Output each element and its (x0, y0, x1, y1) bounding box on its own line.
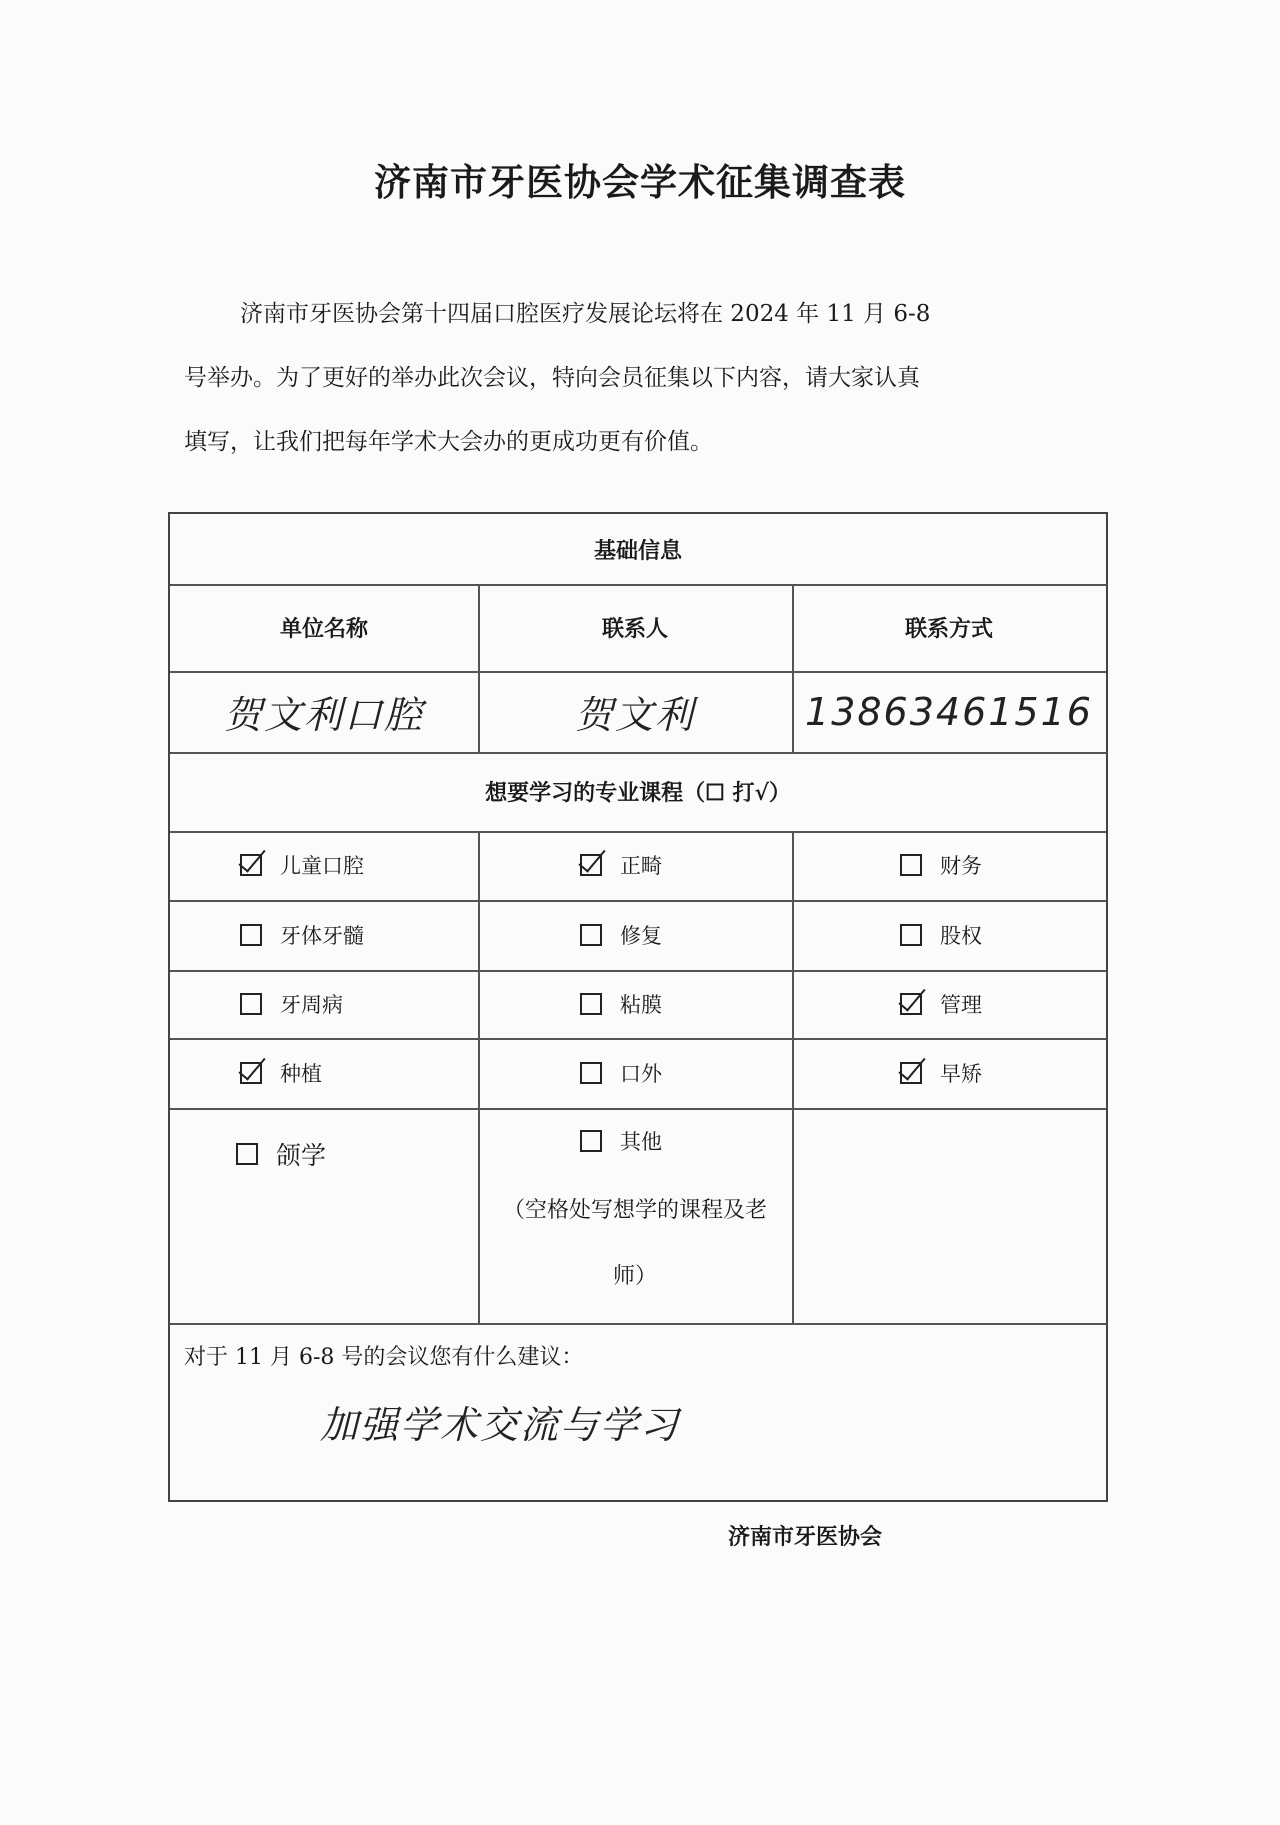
course-option[interactable] (900, 1058, 982, 1088)
course-label: 种植 (280, 1062, 322, 1086)
checkbox[interactable] (900, 924, 922, 946)
course-option[interactable] (240, 850, 364, 880)
header-contact: 联系人 (601, 616, 668, 642)
checkbox-checked[interactable] (240, 1062, 262, 1084)
form-title: 济南市牙医协会学术征集调查表 (374, 160, 906, 204)
checkbox[interactable] (240, 993, 262, 1015)
checkbox-checked[interactable] (580, 854, 602, 876)
checkbox[interactable] (580, 1130, 602, 1152)
course-label: 其他 (620, 1130, 662, 1154)
course-option[interactable] (900, 989, 982, 1019)
header-unit-name: 单位名称 (279, 616, 368, 642)
course-option[interactable] (580, 989, 662, 1019)
intro-line: 济南市牙医协会第十四届口腔医疗发展论坛将在 2024 年 11 月 6-8 (240, 301, 931, 327)
course-label: 财务 (940, 854, 982, 878)
intro-paragraph (184, 282, 1044, 474)
suggestion-field[interactable]: 加强学术交流与学习 (320, 1403, 681, 1447)
header-phone: 联系方式 (904, 616, 993, 642)
phone-field[interactable]: 13863461516 (805, 689, 1093, 734)
course-option[interactable] (580, 920, 662, 950)
course-label: 正畸 (620, 854, 662, 878)
course-option[interactable] (240, 920, 364, 950)
courses-heading: 想要学习的专业课程（☐ 打√） (485, 780, 791, 806)
course-option[interactable] (240, 1058, 322, 1088)
checkbox-checked[interactable] (900, 993, 922, 1015)
course-label: 修复 (620, 924, 662, 948)
course-option[interactable] (580, 850, 662, 880)
course-label: 口外 (620, 1062, 662, 1086)
survey-table (168, 512, 1108, 1502)
course-label: 牙周病 (280, 993, 343, 1017)
course-label: 儿童口腔 (280, 854, 364, 878)
intro-line: 号举办。为了更好的举办此次会议，特向会员征集以下内容，请大家认真 (184, 365, 920, 391)
course-option[interactable] (580, 1058, 662, 1088)
contact-field[interactable]: 贺文利 (574, 693, 695, 737)
other-note: （空格处写想学的课程及老师） (502, 1198, 767, 1289)
unit-name-field[interactable]: 贺文利口腔 (223, 693, 424, 737)
course-option[interactable] (580, 1126, 662, 1156)
course-label: 颌学 (276, 1141, 327, 1170)
course-option[interactable] (240, 989, 343, 1019)
basic-info-heading: 基础信息 (593, 537, 682, 564)
checkbox[interactable] (580, 924, 602, 946)
checkbox-checked[interactable] (900, 1062, 922, 1084)
course-label: 牙体牙髓 (280, 924, 364, 948)
course-label: 早矫 (940, 1062, 982, 1086)
suggestion-label: 对于 11 月 6-8 号的会议您有什么建议： (184, 1345, 584, 1370)
checkbox[interactable] (240, 924, 262, 946)
checkbox-checked[interactable] (240, 854, 262, 876)
checkbox[interactable] (580, 1062, 602, 1084)
footer-organization: 济南市牙医协会 (728, 1524, 883, 1550)
course-option[interactable] (900, 920, 982, 950)
course-label: 股权 (940, 924, 982, 948)
course-option[interactable] (900, 850, 982, 880)
course-label: 粘膜 (620, 993, 662, 1017)
course-label: 管理 (940, 993, 982, 1017)
checkbox[interactable] (236, 1143, 258, 1165)
course-option[interactable] (236, 1136, 326, 1172)
checkbox[interactable] (580, 993, 602, 1015)
intro-line: 填写，让我们把每年学术大会办的更成功更有价值。 (184, 429, 713, 455)
checkbox[interactable] (900, 854, 922, 876)
